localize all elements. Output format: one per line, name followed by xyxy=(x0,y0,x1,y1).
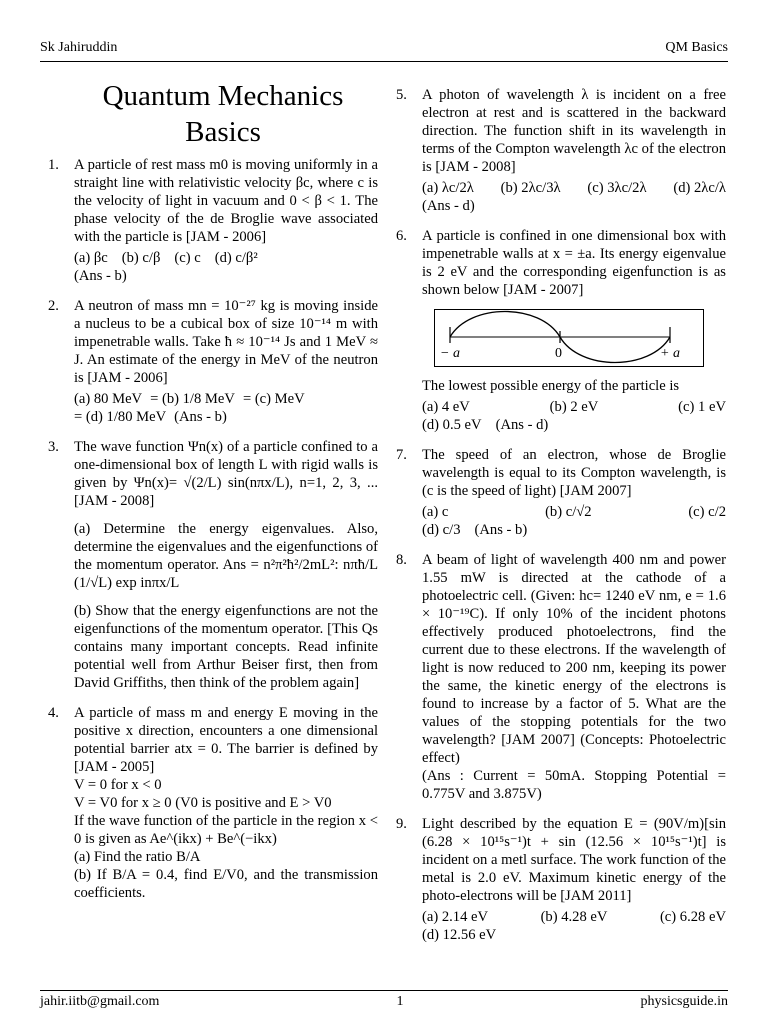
question-text: Light described by the equation E = (90V/m)[sin (6.28 × 10¹⁵s⁻¹)t + sin (12.56 × 10¹⁵s⁻¹)t] is incident on a metl surface. The work function of the metal is 2.0 eV. Maximum kinetic energy of the photo-electrons will be [JAM 2011] xyxy=(422,816,726,904)
options-row-2 xyxy=(422,521,726,539)
title-line-2: Basics xyxy=(185,116,261,148)
header-topic: QM Basics xyxy=(665,40,728,55)
condition-line: V = V0 for x ≥ 0 (V0 is positive and E > V0 xyxy=(74,795,332,811)
option-c: (c) c/2 xyxy=(688,504,726,520)
question-number: 1. xyxy=(48,157,59,173)
label-zero: 0 xyxy=(555,346,562,361)
answer: (Ans - b) xyxy=(174,409,227,425)
condition-line: If the wave function of the particle in the region x < 0 is given as Ae^(ikx) + Be^(−ikx) xyxy=(74,813,378,847)
question-text: A particle of mass m and energy E moving in the positive x direction, encounters a one dimensional potential barrier atx = 0. The barrier is defined by [JAM - 2005] xyxy=(74,705,378,775)
options xyxy=(422,503,726,521)
option-a: (a) βc xyxy=(74,250,108,266)
options xyxy=(74,249,378,267)
part-a: (a) Find the ratio B/A xyxy=(74,849,201,865)
answer: (Ans : Current = 50mA. Stopping Potential = 0.775V and 3.875V) xyxy=(422,768,726,802)
question-text: A beam of light of wavelength 400 nm and power 1.55 mW is directed at the cathode of a photoelectric cell. (Given: hc= 1240 eV nm, e = 1.6 × 10⁻¹⁹C). If only 10% of the incident photons effectively produced photoelectrons, find the current due to these electrons. If the wavelength of light is now reduced to 200 nm, keeping its power the same, the kinetic energy of the electrons is found to increase by a factor of 5. What are the values of the stopping potentials for the two wavelength? [JAM 2007] (Concepts: Photoelectric effect) xyxy=(422,552,726,766)
left-column xyxy=(48,78,378,914)
question-3 xyxy=(48,438,378,692)
question-text: The wave function Ψn(x) of a particle confined to a one-dimensional box of length L with rigid walls is given by Ψn(x)= √(2/L) sin(nπx/L), n=1, 2, 3, ... [JAM - 2008] xyxy=(74,439,378,509)
question-number: 2. xyxy=(48,298,59,314)
question-text: A particle is confined in one dimensional box with impenetrable walls at x = ±a. Its energy eigenvalue is 2 eV and the corresponding eigenfunction is as shown below [JAM - 2007] xyxy=(422,228,726,298)
options xyxy=(422,908,726,926)
answer: (Ans - d) xyxy=(422,198,475,214)
question-number: 6. xyxy=(396,228,407,244)
question-number: 8. xyxy=(396,552,407,568)
option-d: (d) 2λc/λ xyxy=(673,180,726,196)
footer-site[interactable]: physicsguide.in xyxy=(640,994,728,1009)
option-d: = (d) 1/80 MeV xyxy=(74,409,167,425)
label-minus-a: − a xyxy=(440,346,460,361)
footer-rule xyxy=(40,990,728,991)
option-a: (a) 2.14 eV xyxy=(422,909,489,925)
answer: (Ans - b) xyxy=(74,268,127,284)
option-b: (b) c/β xyxy=(121,250,161,266)
label-plus-a: + a xyxy=(660,346,680,361)
option-c: (c) 1 eV xyxy=(678,399,726,415)
question-number: 3. xyxy=(48,439,59,455)
question-7 xyxy=(396,446,726,539)
question-8 xyxy=(396,551,726,803)
part-a: (a) Determine the energy eigenvalues. Also, determine the eigenvalues and the eigenfunctions of the momentum operator. Ans = n²π²ħ²/2mL²: nπħ/L (1/√L) exp inπx/L xyxy=(74,521,378,591)
answer: (Ans - b) xyxy=(474,522,528,538)
option-c: = (c) MeV xyxy=(242,391,305,407)
question-number: 5. xyxy=(396,87,407,103)
question-1 xyxy=(48,156,378,285)
page-header xyxy=(40,40,728,56)
option-c: (c) c xyxy=(174,250,201,266)
option-d: (d) 0.5 eV xyxy=(422,417,482,433)
page-number: 1 xyxy=(396,994,404,1009)
options xyxy=(74,390,378,426)
title-line-1: Quantum Mechanics xyxy=(102,80,344,112)
option-c: (c) 6.28 eV xyxy=(659,909,726,925)
option-b: (b) 2 eV xyxy=(549,399,599,415)
condition-line: V = 0 for x < 0 xyxy=(74,777,162,793)
page-title xyxy=(68,78,378,150)
option-b: (b) 4.28 eV xyxy=(540,909,608,925)
eigenfunction-figure xyxy=(434,309,726,367)
part-b: (b) Show that the energy eigenfunctions are not the eigenfunctions of the momentum operator. [This Qs contains many important concepts. Read infinite potential well from Arthur Beiser first, then from David Griffiths, then think of the problem again] xyxy=(74,603,378,691)
right-column xyxy=(396,86,726,956)
option-a: (a) λc/2λ xyxy=(422,180,474,196)
question-number: 9. xyxy=(396,816,407,832)
page-footer xyxy=(40,994,728,1010)
options xyxy=(422,179,726,215)
question-text: A particle of rest mass m0 is moving uniformly in a straight line with relativistic velocity βc, where c is the velocity of light in vacuum and 0 < β < 1. The phase velocity of the de Broglie wave associated with the particle is [JAM - 2006] xyxy=(74,157,378,245)
option-b: (b) c/√2 xyxy=(545,504,592,520)
option-a: (a) 80 MeV xyxy=(74,391,143,407)
question-number: 7. xyxy=(396,447,407,463)
part-b: (b) If B/A = 0.4, find E/V0, and the transmission coefficients. xyxy=(74,867,378,901)
question-text: A neutron of mass mn = 10⁻²⁷ kg is moving inside a nucleus to be a cubical box of size 10⁻¹⁴ m with impenetrable walls. Take ħ ≈ 10⁻¹⁴ Js and 1 MeV ≈ J. An estimate of the energy in MeV of the neutron is [JAM - 2006] xyxy=(74,298,378,386)
question-2 xyxy=(48,297,378,426)
question-number: 4. xyxy=(48,705,59,721)
option-a: (a) 4 eV xyxy=(422,399,470,415)
follow-up-text: The lowest possible energy of the particle is xyxy=(422,378,680,394)
options-row-2 xyxy=(422,416,726,434)
option-d: (d) c/β² xyxy=(214,250,258,266)
question-4 xyxy=(48,704,378,902)
option-a: (a) c xyxy=(422,504,449,520)
question-text: A photon of wavelength λ is incident on a free electron at rest and is scattered in the backward direction. The function shift in its wavelength in terms of the Compton wavelength λc of the electron is [JAM - 2008] xyxy=(422,87,726,175)
question-text: The speed of an electron, whose de Broglie wavelength is equal to its Compton wavelength, is (c is the speed of light) [JAM 2007] xyxy=(422,447,726,499)
question-6 xyxy=(396,227,726,434)
option-b: = (b) 1/8 MeV xyxy=(150,391,235,407)
footer-email[interactable]: jahir.iitb@gmail.com xyxy=(40,994,160,1009)
question-9 xyxy=(396,815,726,944)
option-b: (b) 2λc/3λ xyxy=(500,180,561,196)
option-c: (c) 3λc/2λ xyxy=(587,180,647,196)
header-rule xyxy=(40,61,728,62)
header-author: Sk Jahiruddin xyxy=(40,40,118,55)
option-d: (d) c/3 xyxy=(422,522,461,538)
options-row-2 xyxy=(422,926,726,944)
question-5 xyxy=(396,86,726,215)
options xyxy=(422,398,726,416)
answer: (Ans - d) xyxy=(495,417,549,433)
option-d: (d) 12.56 eV xyxy=(422,927,497,943)
eigenfunction-plot xyxy=(434,309,704,367)
